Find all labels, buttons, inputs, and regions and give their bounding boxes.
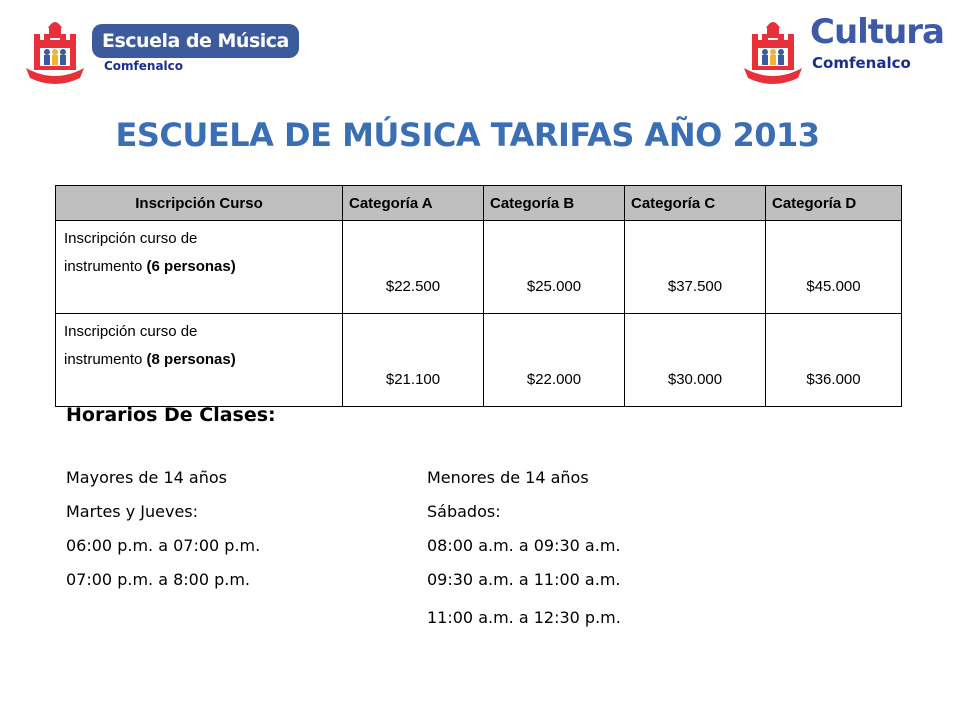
schedule-adults [66, 468, 260, 604]
escuela-logo-subtext: Comfenalco [104, 59, 184, 73]
row-description-line2: instrumento [64, 258, 143, 275]
cultura-logo-subtext: Comfenalco [812, 54, 911, 72]
page-title: ESCUELA DE MÚSICA TARIFAS AÑO 2013 [115, 116, 820, 154]
column-header-category-a: Categoría A [343, 186, 484, 221]
table-row [56, 314, 902, 407]
schedule-days-label: Sábados: [427, 502, 501, 521]
price-cell: $25.000 [484, 221, 625, 314]
schedule-group-label: Menores de 14 años [427, 468, 589, 487]
row-description [56, 221, 343, 314]
escuela-logo-text: Escuela de Música [92, 24, 299, 58]
column-header-course: Inscripción Curso [56, 186, 343, 221]
row-description-group-size: (6 personas) [146, 258, 236, 275]
castle-emblem-icon [20, 16, 90, 86]
schedule-time-slot: 11:00 a.m. a 12:30 p.m. [427, 608, 621, 627]
price-cell: $37.500 [625, 221, 766, 314]
row-description [56, 314, 343, 407]
schedule-time-slot: 06:00 p.m. a 07:00 p.m. [66, 536, 261, 555]
schedule-group-label: Mayores de 14 años [66, 468, 227, 487]
escuela-de-musica-logo [20, 12, 300, 82]
price-cell: $22.500 [343, 221, 484, 314]
column-header-category-c: Categoría C [625, 186, 766, 221]
table-row [56, 221, 902, 314]
table-header-row [56, 186, 902, 221]
row-description-line2: instrumento [64, 351, 143, 368]
row-description-group-size: (8 personas) [146, 351, 236, 368]
row-description-line1: Inscripción curso de [64, 323, 198, 340]
row-description-line1: Inscripción curso de [64, 230, 198, 247]
tariff-table [55, 185, 902, 407]
price-cell: $36.000 [766, 314, 902, 407]
cultura-comfenalco-logo [738, 12, 944, 82]
price-cell: $22.000 [484, 314, 625, 407]
schedule-days-label: Martes y Jueves: [66, 502, 199, 521]
castle-emblem-icon [738, 16, 808, 86]
column-header-category-b: Categoría B [484, 186, 625, 221]
schedule-time-slot: 09:30 a.m. a 11:00 a.m. [427, 570, 621, 589]
schedule-heading: Horarios De Clases: [66, 404, 276, 426]
schedule-time-slot: 08:00 a.m. a 09:30 a.m. [427, 536, 621, 555]
cultura-logo-text: Cultura [810, 12, 944, 52]
price-cell: $21.100 [343, 314, 484, 407]
price-cell: $45.000 [766, 221, 902, 314]
price-cell: $30.000 [625, 314, 766, 407]
column-header-category-d: Categoría D [766, 186, 902, 221]
schedule-time-slot: 07:00 p.m. a 8:00 p.m. [66, 570, 251, 589]
schedule-minors [427, 468, 621, 642]
